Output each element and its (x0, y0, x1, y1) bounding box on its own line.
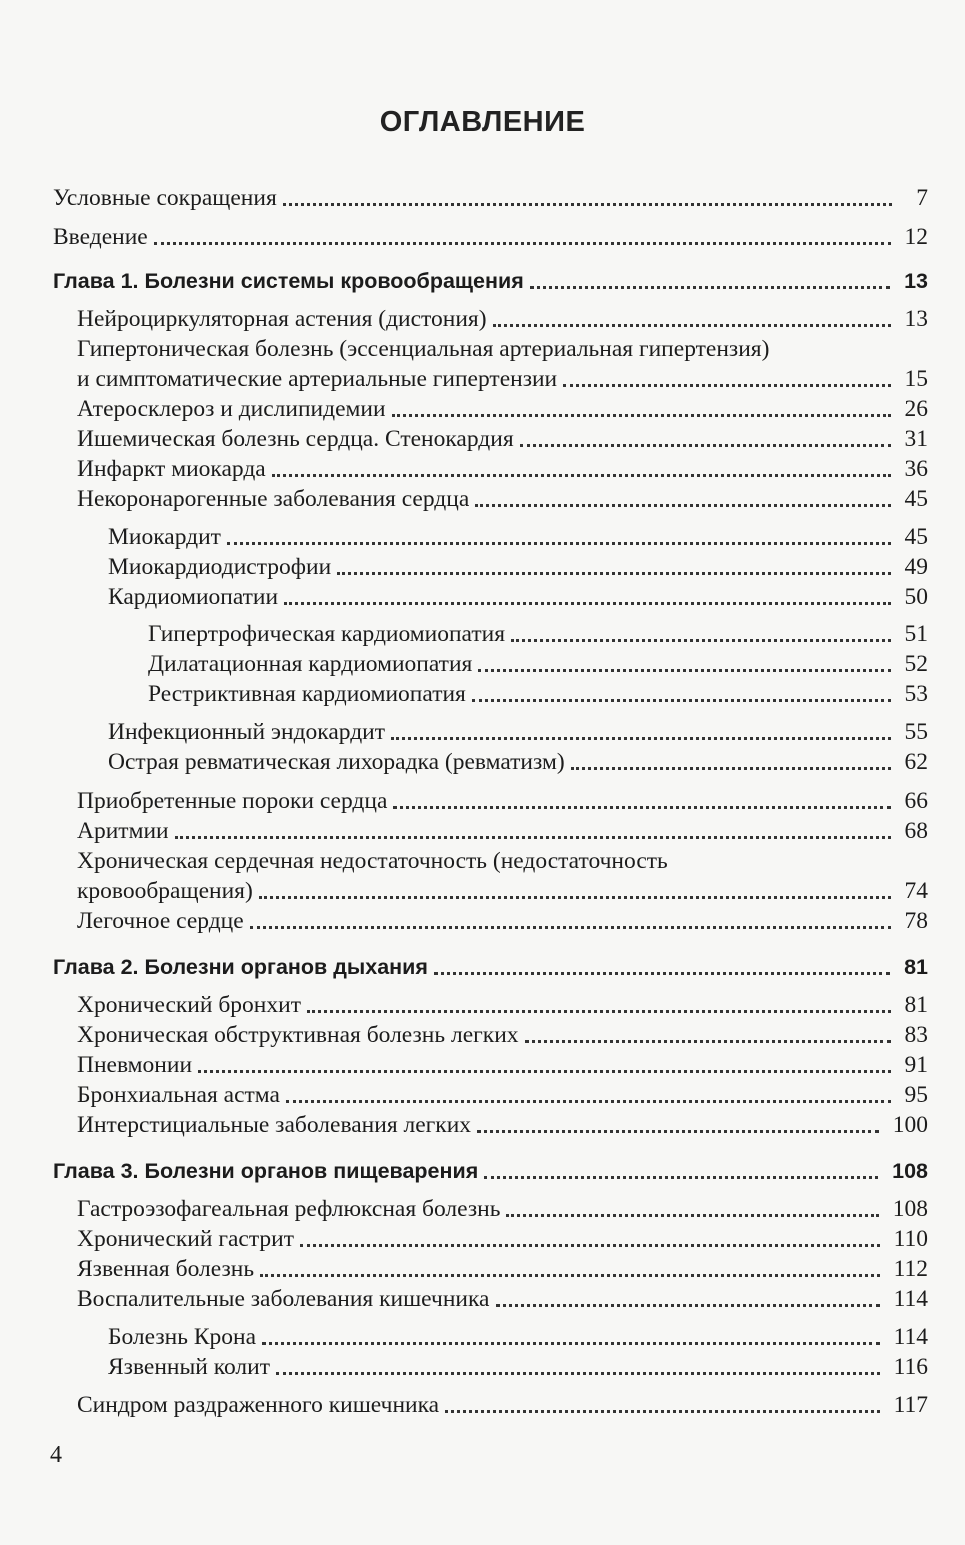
toc-entry (77, 1254, 928, 1284)
toc-entry-title-line: Гипертоническая болезнь (эссенциальная артериальная гипертензия) (77, 336, 770, 362)
toc-chapter-entry (53, 266, 928, 296)
toc-entry (77, 304, 928, 334)
dot-leader (445, 1410, 880, 1413)
toc-page-number: 116 (893, 1354, 928, 1380)
dot-leader (198, 1070, 890, 1073)
dot-leader (506, 1214, 878, 1217)
toc-page-number: 83 (904, 1022, 928, 1048)
toc-page-number: 26 (904, 396, 928, 422)
toc-page-number: 81 (904, 955, 928, 979)
toc-page-number: 81 (904, 992, 928, 1018)
toc-entry (77, 1284, 928, 1314)
toc-entry (77, 394, 928, 424)
toc-entry-title: и симптоматические артериальные гипертензии (77, 366, 558, 392)
toc-entry (108, 1352, 928, 1382)
dot-leader (250, 926, 891, 929)
toc-entry (77, 484, 928, 514)
toc-entry-title: Хронический бронхит (77, 992, 301, 1018)
toc-page-number: 55 (904, 719, 928, 745)
toc-page-number: 62 (904, 749, 928, 775)
dot-leader (284, 602, 890, 605)
toc-page-number: 108 (892, 1159, 928, 1183)
dot-leader (477, 1130, 879, 1133)
toc-page-number: 49 (904, 554, 928, 580)
toc-page-number: 114 (893, 1286, 928, 1312)
toc-page-number: 52 (904, 651, 928, 677)
dot-leader (571, 767, 891, 770)
toc-page-number: 100 (892, 1112, 928, 1138)
toc-entry (53, 222, 928, 252)
dot-leader (563, 384, 890, 387)
toc-page-number: 95 (904, 1082, 928, 1108)
dot-leader (307, 1010, 891, 1013)
dot-leader (300, 1244, 880, 1247)
page-title: ОГЛАВЛЕНИЕ (379, 106, 586, 138)
toc-entry (77, 1390, 928, 1420)
dot-leader (530, 286, 890, 289)
toc-entry-title: Болезнь Крона (108, 1324, 257, 1350)
toc-entry (148, 649, 928, 679)
toc-chapter-entry (53, 952, 928, 982)
dot-leader (175, 836, 891, 839)
toc-page-number: 110 (893, 1226, 928, 1252)
toc-page-number: 12 (904, 224, 928, 250)
toc-entry (108, 582, 928, 612)
toc-page-number: 68 (904, 818, 928, 844)
toc-page-number: 66 (904, 788, 928, 814)
toc-entry (77, 454, 928, 484)
toc-entry (77, 1080, 928, 1110)
toc-entry-title: Глава 3. Болезни органов пищеварения (53, 1159, 479, 1183)
dot-leader (260, 1274, 880, 1277)
dot-leader (391, 737, 890, 740)
toc-entry (77, 1020, 928, 1050)
toc-entry (108, 522, 928, 552)
toc-entry-title: Приобретенные пороки сердца (77, 788, 388, 814)
toc-entry (108, 717, 928, 747)
toc-entry (77, 334, 928, 394)
dot-leader (276, 1372, 880, 1375)
toc-entry (77, 786, 928, 816)
dot-leader (154, 242, 891, 245)
toc-entry-title: Пневмонии (77, 1052, 193, 1078)
toc-entry (53, 183, 928, 213)
toc-entry (77, 906, 928, 936)
toc-entry (148, 679, 928, 709)
toc-entry-title: Миокардит (108, 524, 221, 550)
page-number: 4 (50, 1442, 62, 1468)
toc-entry-title: Хроническая обструктивная болезнь легких (77, 1022, 519, 1048)
toc-entry-title: Синдром раздраженного кишечника (77, 1392, 440, 1418)
toc-entry (77, 1194, 928, 1224)
toc-page-number: 45 (904, 524, 928, 550)
dot-leader (227, 542, 891, 545)
toc-entry-title: Аритмии (77, 818, 169, 844)
toc-entry (108, 1322, 928, 1352)
toc-page-number: 108 (892, 1196, 928, 1222)
toc-entry (108, 552, 928, 582)
toc-page-number: 13 (904, 269, 928, 293)
toc-entry-title: Язвенная болезнь (77, 1256, 255, 1282)
toc-entry-title: Острая ревматическая лихорадка (ревматизм) (108, 749, 565, 775)
toc-entry-title: Гастроэзофагеальная рефлюксная болезнь (77, 1196, 501, 1222)
dot-leader (496, 1304, 880, 1307)
toc-entry-title: Некоронарогенные заболевания сердца (77, 486, 470, 512)
dot-leader (525, 1040, 891, 1043)
toc-entry-title: Гипертрофическая кардиомиопатия (148, 621, 506, 647)
toc-entry-title: Глава 2. Болезни органов дыхания (53, 955, 428, 979)
toc-entry (77, 424, 928, 454)
toc-entry-title: Воспалительные заболевания кишечника (77, 1286, 490, 1312)
toc-entry-title: Глава 1. Болезни системы кровообращения (53, 269, 524, 293)
dot-leader (484, 1176, 878, 1179)
toc-entry-title-line: Хроническая сердечная недостаточность (недостаточность (77, 848, 668, 874)
toc-page-number: 51 (904, 621, 928, 647)
toc-entry-title: Введение (53, 224, 148, 250)
toc-entry-title: Язвенный колит (108, 1354, 270, 1380)
toc-entry-title: Ишемическая болезнь сердца. Стенокардия (77, 426, 514, 452)
toc-entry-title: Инфаркт миокарда (77, 456, 266, 482)
dot-leader (511, 639, 890, 642)
toc-page-number: 36 (904, 456, 928, 482)
toc-entry-title: Инфекционный эндокардит (108, 719, 386, 745)
toc-entry (77, 1224, 928, 1254)
toc-entry (77, 816, 928, 846)
toc-page-number: 91 (904, 1052, 928, 1078)
toc-chapter-entry (53, 1156, 928, 1186)
toc-page-number: 31 (904, 426, 928, 452)
toc-page-number: 53 (904, 681, 928, 707)
toc-entry (108, 747, 928, 777)
dot-leader (478, 669, 890, 672)
toc-page-number: 78 (904, 908, 928, 934)
toc-entry-title: Интерстициальные заболевания легких (77, 1112, 472, 1138)
dot-leader (283, 203, 892, 206)
toc-entry-title: Легочное сердце (77, 908, 244, 934)
toc-entry (148, 619, 928, 649)
toc-entry-title: Условные сокращения (53, 185, 277, 211)
toc-entry-title: Хронический гастрит (77, 1226, 294, 1252)
toc-page-number: 74 (904, 878, 928, 904)
dot-leader (259, 896, 891, 899)
dot-leader (272, 474, 891, 477)
dot-leader (337, 572, 890, 575)
toc-page-number: 112 (893, 1256, 928, 1282)
toc-page-number: 13 (904, 306, 928, 332)
toc-entry-title: Атеросклероз и дислипидемии (77, 396, 386, 422)
toc-page-number: 45 (904, 486, 928, 512)
dot-leader (392, 414, 891, 417)
toc-entry (77, 1110, 928, 1140)
toc-page-number: 117 (893, 1392, 928, 1418)
toc-page-number: 114 (893, 1324, 928, 1350)
dot-leader (262, 1342, 880, 1345)
toc-entry-title: Нейроциркуляторная астения (дистония) (77, 306, 487, 332)
dot-leader (472, 699, 891, 702)
toc-entry (77, 846, 928, 906)
toc-entry-title: Дилатационная кардиомиопатия (148, 651, 473, 677)
toc-entry-title: кровообращения) (77, 878, 253, 904)
toc-page-number: 7 (916, 185, 928, 211)
dot-leader (393, 806, 890, 809)
dot-leader (493, 324, 891, 327)
dot-leader (520, 444, 891, 447)
dot-leader (434, 972, 890, 975)
toc-page-number: 50 (904, 584, 928, 610)
toc-entry (77, 1050, 928, 1080)
toc-entry (77, 990, 928, 1020)
dot-leader (475, 504, 890, 507)
toc-entry-title: Кардиомиопатии (108, 584, 279, 610)
toc-page-number: 15 (904, 366, 928, 392)
toc-entry-title: Бронхиальная астма (77, 1082, 280, 1108)
dot-leader (286, 1100, 891, 1103)
toc-entry-title: Рестриктивная кардиомиопатия (148, 681, 466, 707)
toc-entry-title: Миокардиодистрофии (108, 554, 332, 580)
